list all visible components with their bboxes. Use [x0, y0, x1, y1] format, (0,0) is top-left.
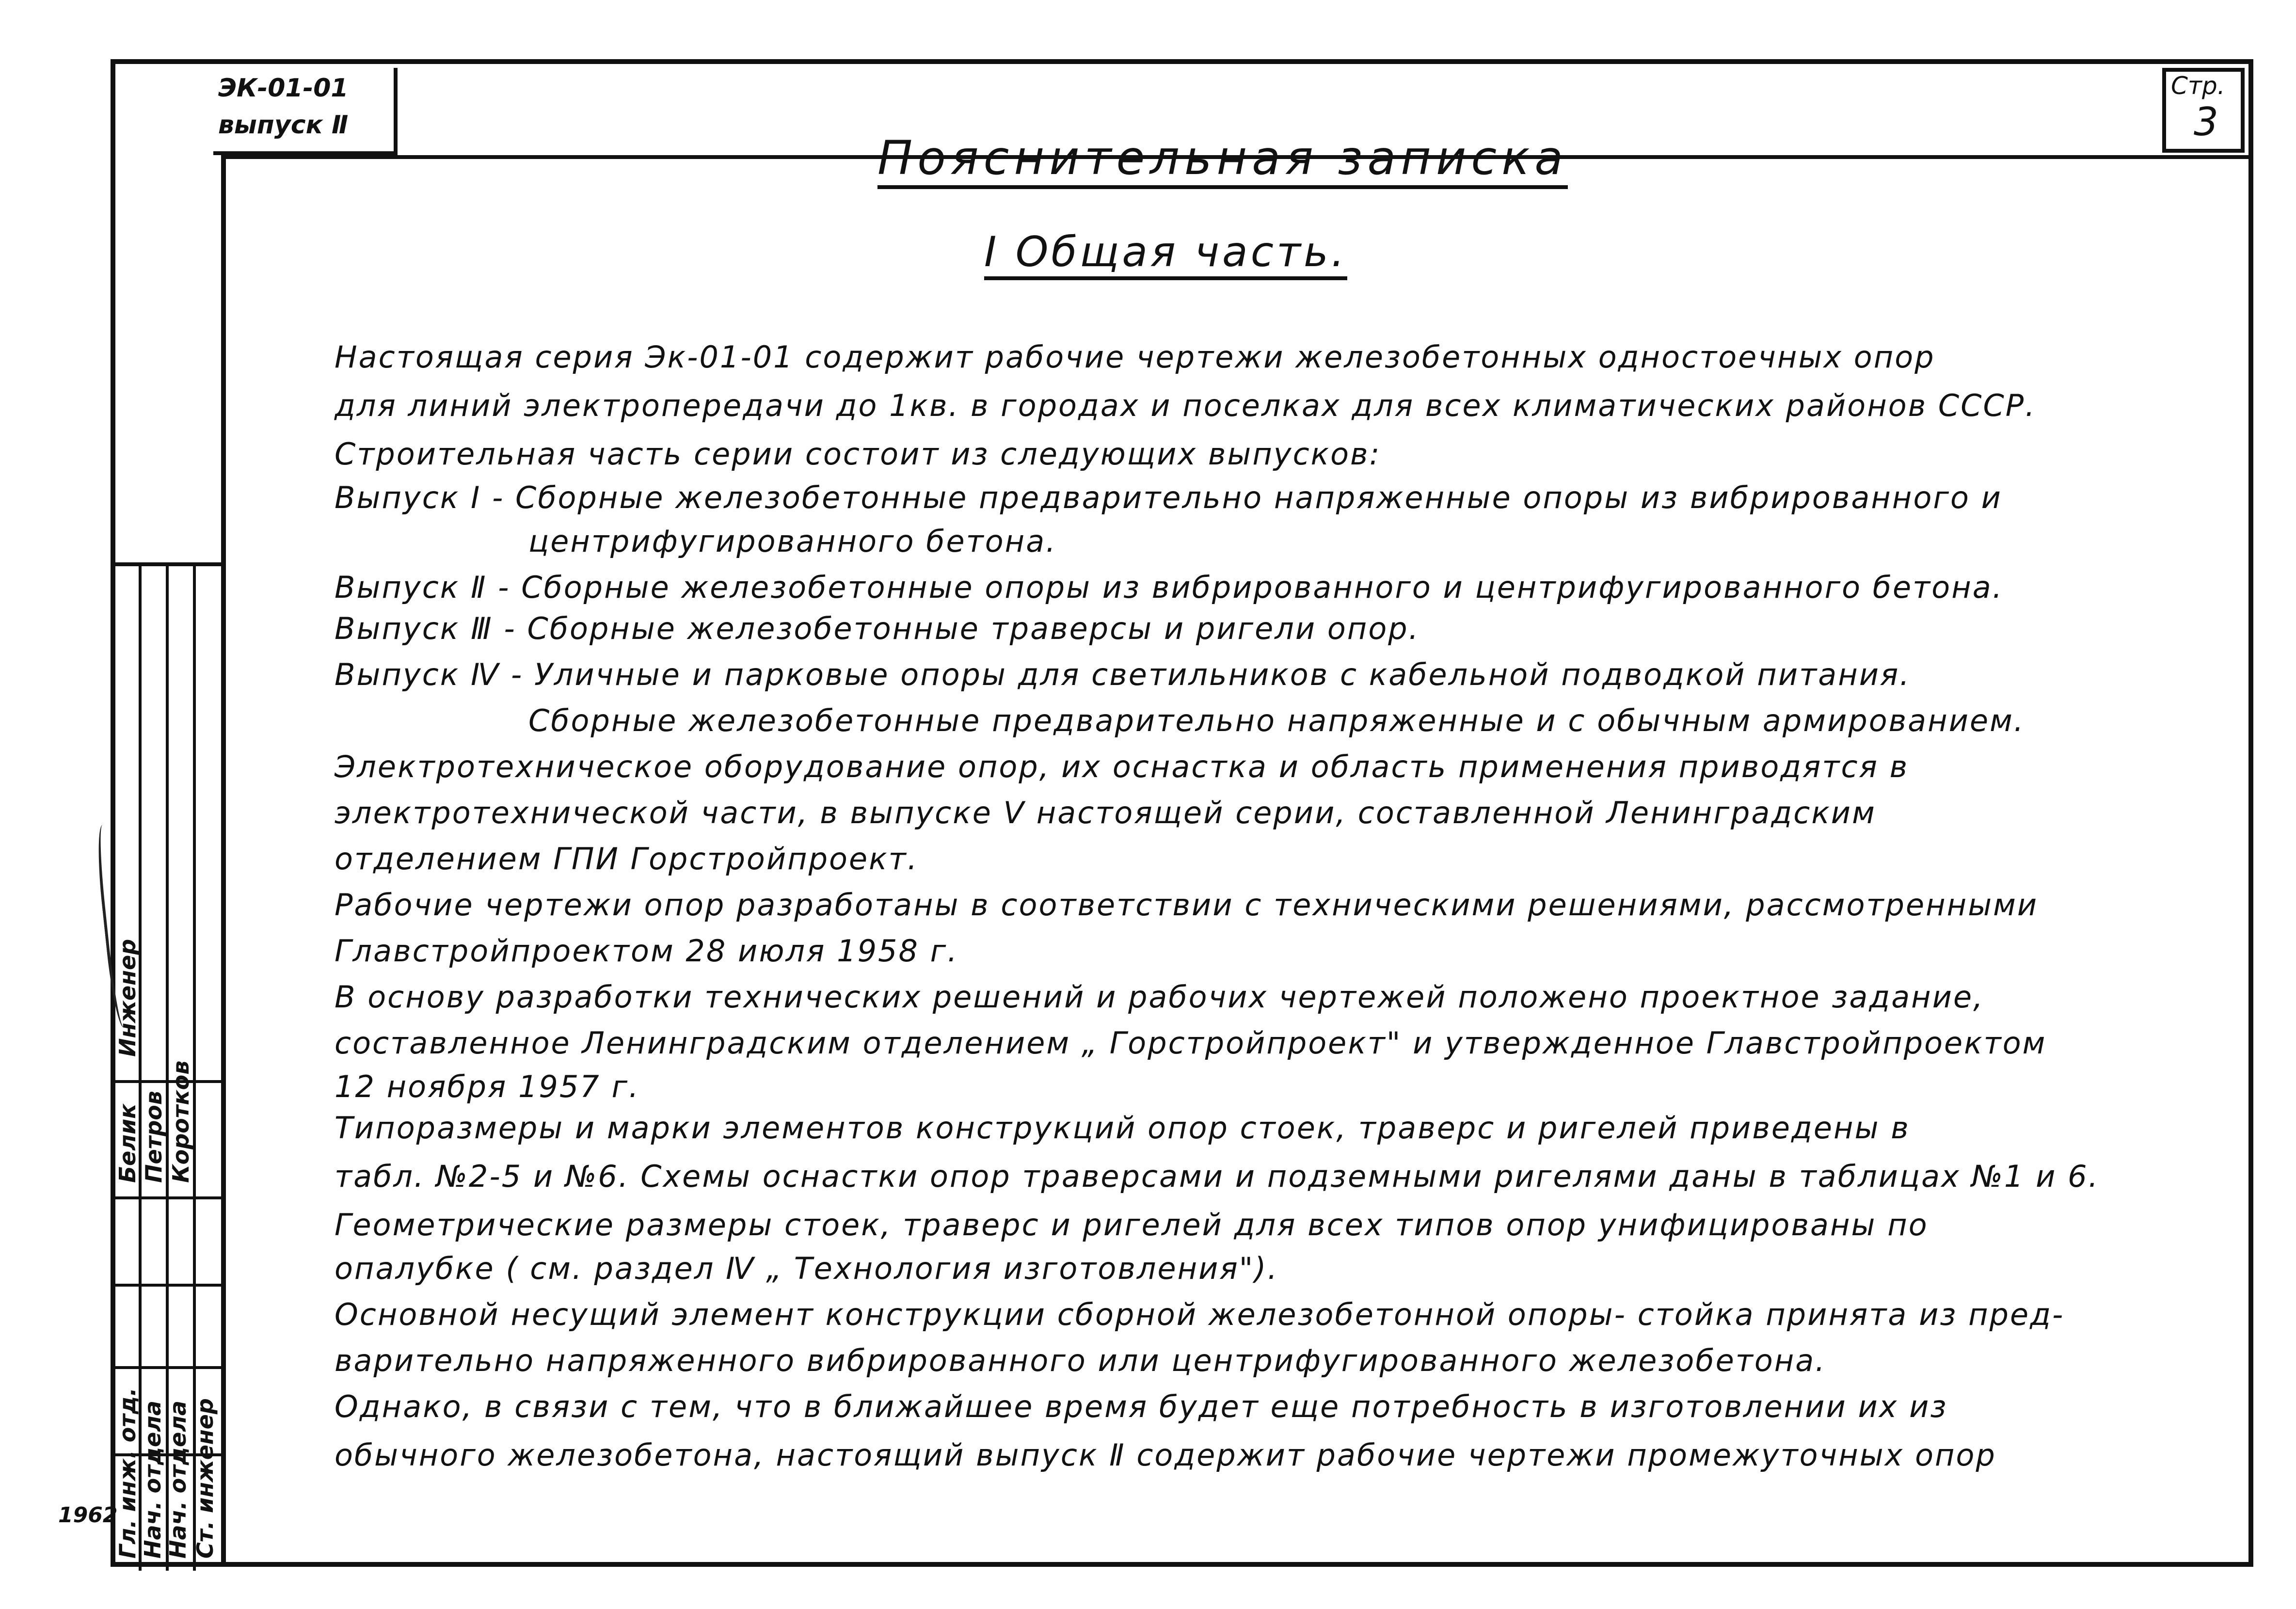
text-line: Рабочие чертежи опор разработаны в соответствии с техническими решениями, рассмотренными: [335, 887, 2039, 923]
text-line: Настоящая серия Эк-01-01 содержит рабочие чертежи железобетонных одностоечных опор: [335, 339, 1935, 375]
text-line: Геометрические размеры стоек, траверс и ригелей для всех типов опор унифицированы по: [335, 1207, 1929, 1243]
section-title: Ⅰ Общая часть.: [984, 228, 1347, 280]
text-line: для линий электропередачи до 1кв. в городах и поселках для всех климатических районов СССР.: [335, 388, 2036, 423]
text-line: Выпуск Ⅰ - Сборные железобетонные предварительно напряженные опоры из вибрированного и: [335, 480, 2002, 515]
text-line: Сборные железобетонные предварительно напряженные и с обычным армированием.: [528, 703, 2025, 738]
text-line: Главстройпроектом 28 июля 1958 г.: [335, 933, 958, 969]
text-line: Выпуск Ⅳ - Уличные и парковые опоры для светильников с кабельной подводкой питания.: [335, 657, 1911, 692]
issue-number: выпуск Ⅱ: [218, 111, 349, 140]
text-line: Однако, в связи с тем, что в ближайшее время будет еще потребность в изготовлении их из: [335, 1389, 1948, 1424]
stamp-divider: [111, 1196, 221, 1199]
series-code: ЭК-01-01: [218, 74, 349, 103]
text-line: Выпуск Ⅲ - Сборные железобетонные траверсы и ригели опор.: [335, 611, 1420, 646]
stamp-position: Инженер: [114, 939, 141, 1057]
text-line: центрифугированного бетона.: [528, 524, 1057, 559]
stamp-role: Нач. отдела: [165, 1401, 191, 1559]
text-line: 12 ноября 1957 г.: [335, 1069, 640, 1104]
stamp-name: Белик: [114, 1103, 141, 1183]
stamp-role: Нач. отдела: [140, 1401, 166, 1559]
text-line: табл. №2-5 и №6. Схемы оснастки опор траверсами и подземными ригелями даны в таблицах №1 и 6.: [335, 1159, 2100, 1194]
text-line: составленное Ленинградским отделением „ Горстройпроект" и утвержденное Главстройпроектом: [335, 1025, 2047, 1061]
stamp-name: Коротков: [168, 1060, 194, 1183]
text-line: Выпуск Ⅱ - Сборные железобетонные опоры из вибрированного и центрифугированного бетона.: [335, 570, 2004, 605]
text-line: Типоразмеры и марки элементов конструкций опор стоек, траверс и ригелей приведены в: [335, 1110, 1910, 1146]
text-line: Электротехническое оборудование опор, их оснастка и область применения приводятся в: [335, 749, 1909, 784]
stamp-divider: [111, 1080, 221, 1083]
document-title: Пояснительная записка: [877, 131, 1568, 189]
page-number: 3: [2194, 99, 2218, 144]
stamp-role: Ст. инженер: [192, 1398, 218, 1559]
stamp-divider: [111, 1284, 221, 1287]
text-line: В основу разработки технических решений и рабочих чертежей положено проектное задание,: [335, 979, 1984, 1015]
stamp-divider: [111, 1366, 221, 1369]
text-line: обычного железобетона, настоящий выпуск Ⅱ содержит рабочие чертежи промежуточных опор: [335, 1437, 1996, 1473]
text-line: отделением ГПИ Горстройпроект.: [335, 841, 919, 876]
stamp-role: Гл. инж. отд.: [114, 1387, 141, 1559]
text-line: опалубке ( см. раздел Ⅳ „ Технология изготовления").: [335, 1251, 1279, 1286]
stamp-name: Петров: [141, 1091, 167, 1183]
text-line: варительно напряженного вибрированного или центрифугированного железобетона.: [335, 1343, 1827, 1378]
text-line: Основной несущий элемент конструкции сборной железобетонной опоры- стойка принята из пред-: [335, 1297, 2065, 1332]
year-mark: 1962: [58, 1503, 118, 1528]
text-line: Строительная часть серии состоит из следующих выпусков:: [335, 436, 1381, 472]
text-line: электротехнической части, в выпуске Ⅴ настоящей серии, составленной Ленинградским: [335, 795, 1876, 830]
page-label: Стр.: [2171, 72, 2225, 100]
